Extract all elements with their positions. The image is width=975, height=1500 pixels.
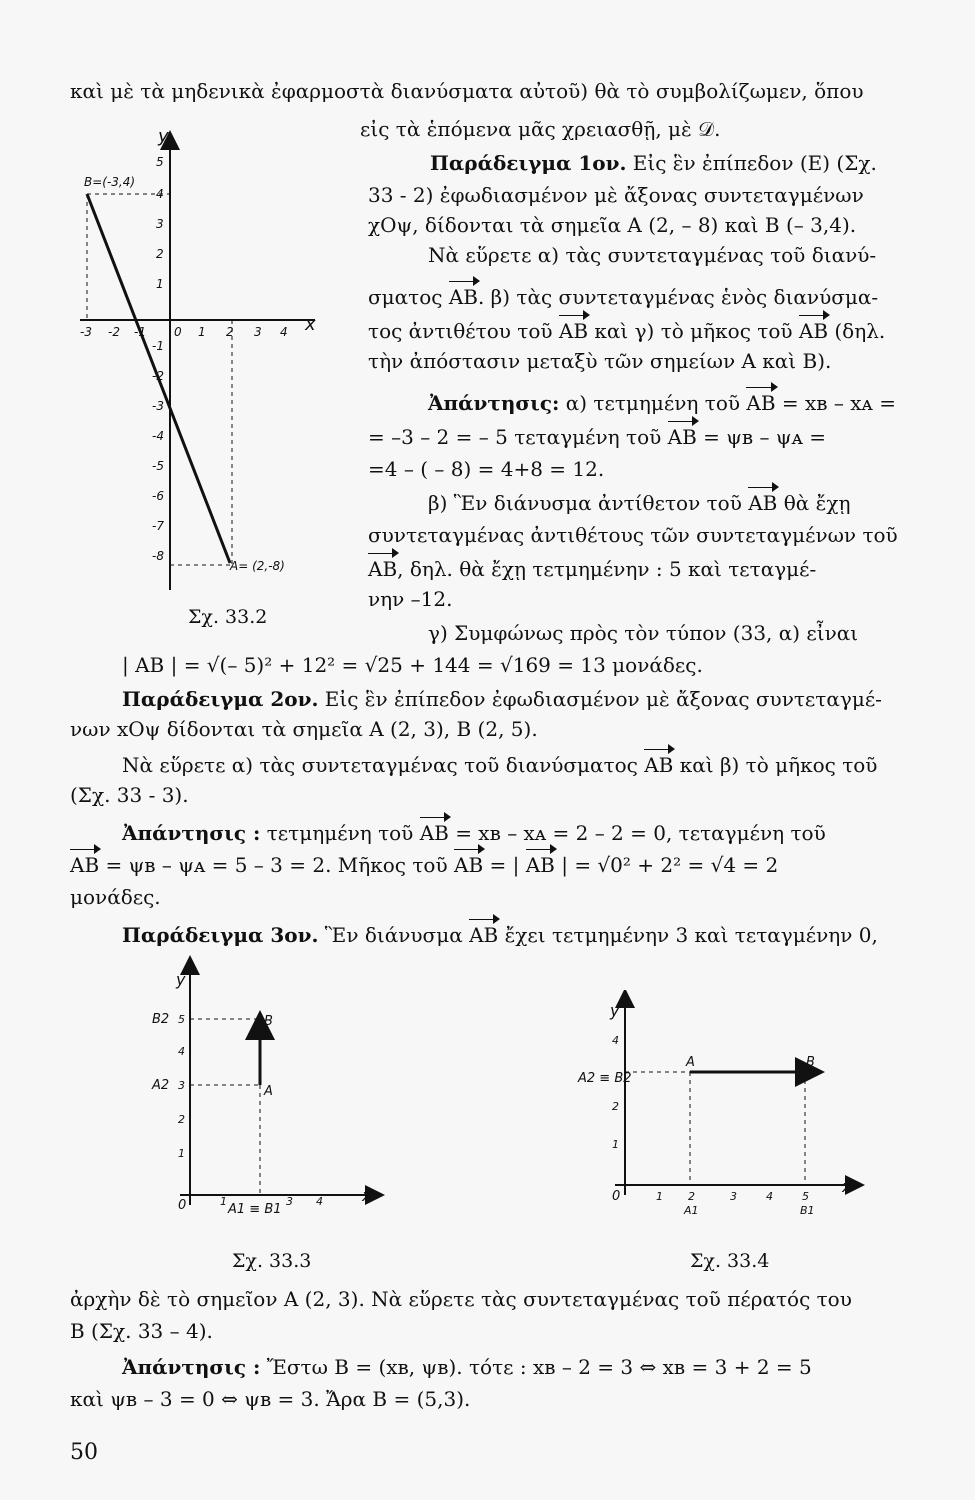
x-tick: 3 [286,1195,293,1208]
y-tick: 5 [178,1013,185,1026]
label-a2: A2 [152,1078,170,1093]
y-tick: -8 [152,549,164,563]
x-axis-label: x [842,1177,852,1196]
text-line: καὶ ψʙ – 3 = 0 ⇔ ψʙ = 3. Ἄρα Β = (5,3). [70,1387,471,1411]
y-tick: -5 [152,459,164,473]
label-a: A [264,1084,273,1099]
text-line: τὴν ἀπόστασιν μεταξὺ τῶν σημείων Α καὶ Β). [368,349,832,373]
text-line: νην –12. [368,587,453,611]
figure-caption-33-4: Σχ. 33.4 [690,1250,770,1272]
y-tick: 4 [612,1034,619,1047]
x-tick: 4 [766,1190,773,1203]
text-line: AB, δηλ. θὰ ἔχῃ τετμημένην : 5 καὶ τεταγμέ- [368,557,817,581]
answer-line: Ἀπάντησις : τετμημένη τοῦ AB = xʙ – xᴀ = 2 – 2 = 0, τεταγμένη τοῦ [122,821,826,845]
text-line: (Σχ. 33 - 3). [70,783,189,807]
x-tick: 1 [220,1195,227,1208]
figure-caption-33-3: Σχ. 33.3 [232,1250,312,1272]
label-a2-b2: A2 ≡ B2 [578,1071,632,1086]
x-tick: 3 [730,1190,737,1203]
x-tick: 1 [656,1190,663,1203]
text-line: Β (Σχ. 33 – 4). [70,1319,213,1343]
y-axis-label: y [176,970,186,989]
x-tick: -1 [134,325,146,339]
y-tick: -4 [152,429,164,443]
text-line: γ) Συμφώνως πρὸς τὸν τύπον (33, α) εἶναι [428,621,859,645]
example-1-heading: Παράδειγμα 1ον. Εἰς ἓν ἐπίπεδον (Ε) (Σχ. [430,151,877,175]
origin-label: 0 [178,1198,187,1213]
y-tick: 2 [612,1100,619,1113]
y-tick: -1 [152,339,164,353]
text-line: εἰς τὰ ἑπόμενα μᾶς χρειασθῇ, μὲ 𝒟. [360,117,721,141]
x-tick: 1 [198,325,206,339]
label-b2: B2 [152,1012,170,1027]
x-axis-label: x [362,1186,372,1205]
label-a1-b1: A1 ≡ B1 [228,1202,282,1217]
y-tick: -7 [152,519,164,533]
y-tick: 4 [178,1045,185,1058]
x-tick: 5 [802,1190,809,1203]
answer-line: Ἀπάντησις : Ἔστω Β = (xʙ, ψʙ). τότε : xʙ – 2 = 3 ⇔ xʙ = 3 + 2 = 5 [122,1355,812,1379]
figure-caption-33-2: Σχ. 33.2 [188,606,268,628]
x-tick: 4 [316,1195,323,1208]
text-line: νων xOψ δίδονται τὰ σημεῖα Α (2, 3), Β (2, 5). [70,717,538,741]
y-tick: 1 [612,1138,619,1151]
text-line: =4 – ( – 8) = 4+8 = 12. [368,457,605,481]
y-tick: 2 [156,247,164,261]
label-a: A [686,1055,695,1070]
y-axis-label: y [610,1001,620,1020]
y-tick: -6 [152,489,164,503]
example-2-heading: Παράδειγμα 2ον. Εἰς ἓν ἐπίπεδον ἐφωδιασμένον μὲ ἄξονας συντεταγμέ- [122,687,882,711]
text-line: σματος ΑΒ. β) τὰς συντεταγμένας ἑνὸς διανύσμα- [368,285,879,309]
text-line: Νὰ εὕρετε α) τὰς συντεταγμένας τοῦ διανύ- [428,243,877,267]
text-line: ἀρχὴν δὲ τὸ σημεῖον Α (2, 3). Νὰ εὕρετε τὰς συντεταγμένας τοῦ πέρατός του [70,1287,852,1311]
y-tick: 1 [178,1147,185,1160]
y-tick: 1 [156,277,164,291]
example-3-heading: Παράδειγμα 3ον. Ἓν διάνυσμα AB ἔχει τετμημένην 3 καὶ τεταγμένην 0, [122,923,878,947]
x-axis-label: x [305,314,316,335]
x-tick: 2 [226,325,234,339]
y-tick: 5 [156,155,164,169]
y-axis-label: y [158,126,169,147]
answer-line: Ἀπάντησις: α) τετμημένη τοῦ AB = xʙ – xᴀ = [428,391,896,415]
text-line: χΟψ, δίδονται τὰ σημεῖα Α (2, – 8) καὶ Β (– 3,4). [368,213,857,237]
point-a-label: A= (2,-8) [230,559,285,573]
x-tick: -3 [80,325,92,339]
x-tick: 3 [254,325,262,339]
text-line: μονάδες. [70,885,161,909]
x-tick: 0 [174,325,182,339]
x-sub-label: A1 [684,1204,699,1217]
y-tick: 3 [156,217,164,231]
y-tick: 2 [178,1113,185,1126]
text-line: β) Ἓν διάνυσμα ἀντίθετον τοῦ AB θὰ ἔχῃ [428,491,851,515]
text-line: καὶ μὲ τὰ μηδενικὰ ἐφαρμοστὰ διανύσματα αὐτοῦ) θὰ τὸ συμβολίζωμεν, ὅπου [70,79,864,103]
figure-33-3 [140,955,390,1245]
y-tick: 3 [178,1079,185,1092]
text-line: = –3 – 2 = – 5 τεταγμένη τοῦ AB = ψʙ – ψᴀ = [368,425,826,449]
y-tick: 4 [156,187,164,201]
x-tick: -2 [108,325,120,339]
x-tick: 4 [280,325,288,339]
figure-33-4 [570,990,870,1240]
figure-33-2 [70,120,360,620]
y-tick: -3 [152,399,164,413]
point-b-label: B=(-3,4) [84,175,136,189]
origin-label: 0 [612,1189,621,1204]
text-line: AB = ψʙ – ψᴀ = 5 – 3 = 2. Μῆκος τοῦ AB = | AB | = √0² + 2² = √4 = 2 [70,853,779,877]
label-b: B [264,1014,273,1029]
text-line: συντεταγμένας ἀντιθέτους τῶν συντεταγμένων τοῦ [368,523,898,547]
label-b: B [806,1055,815,1070]
y-tick: -2 [152,369,164,383]
x-sub-label: B1 [800,1204,815,1217]
page-number: 50 [70,1440,98,1465]
text-line: Νὰ εὕρετε α) τὰς συντεταγμένας τοῦ διανύσματος AB καὶ β) τὸ μῆκος τοῦ [122,753,878,777]
formula-line: | ΑΒ | = √(– 5)² + 12² = √25 + 144 = √169 = 13 μονάδες. [122,653,703,677]
x-tick: 2 [688,1190,695,1203]
text-line: τος ἀντιθέτου τοῦ AB καὶ γ) τὸ μῆκος τοῦ AB (δηλ. [368,319,886,343]
text-line: 33 - 2) ἐφωδιασμένον μὲ ἄξονας συντεταγμένων [368,183,864,207]
